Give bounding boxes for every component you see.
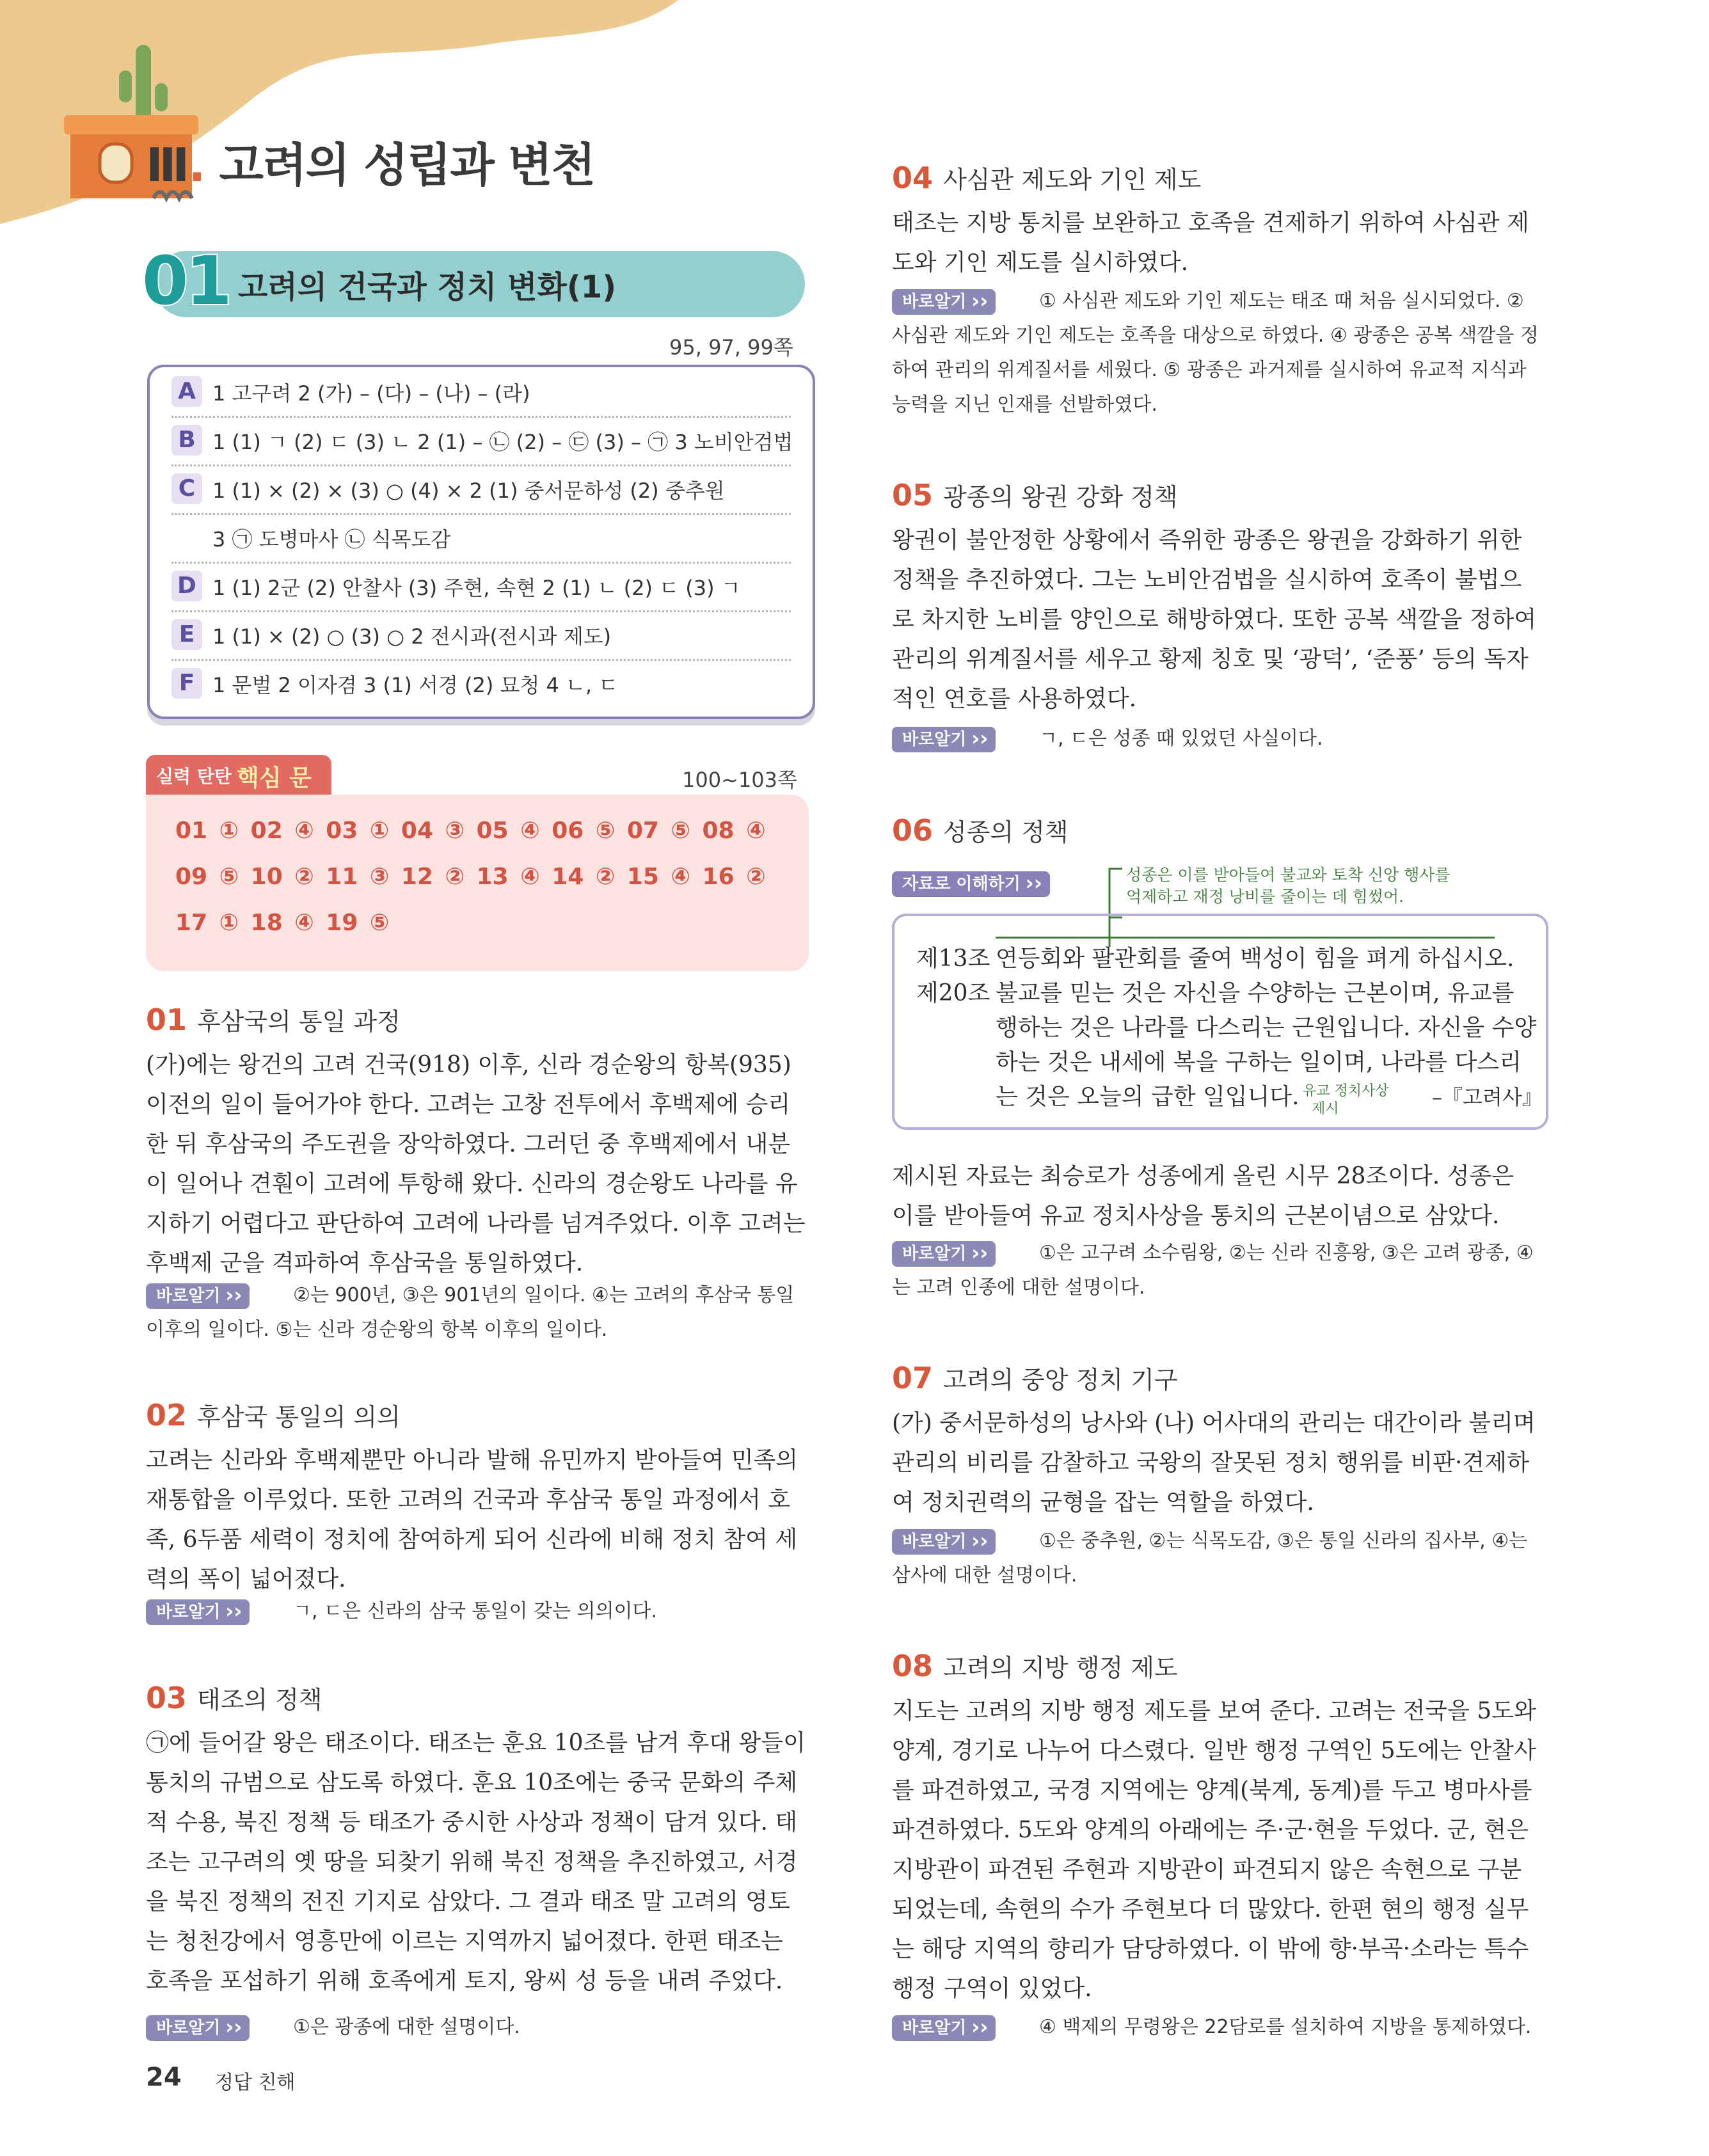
footer-label: 정답 친해 bbox=[215, 2072, 296, 2094]
unit-title-text: 고려의 성립과 변천 bbox=[219, 138, 595, 192]
core-answer-line: 01 ① 02 ④ 03 ① 04 ③ 05 ④ 06 ⑤ 07 ⑤ 08 ④ bbox=[175, 818, 766, 844]
answer-row-c-cont bbox=[171, 513, 791, 564]
question-heading-05: 05 광종의 왕권 강화 정책 bbox=[892, 478, 1178, 512]
question-body-03: ㉠에 들어갈 왕은 태조이다. 태조는 훈요 10조를 남겨 후대 왕들이 통치의 규범으로 삼도록 하였다. 훈요 10조에는 중국 문화의 주체적 수용, 북진 정책 등 태조가 중시한 사상과 정책이 담겨 있다. 태조는 고구려의 옛 땅을 되찾기 위해 북진 정책을 추진하였고, 서경을 북진 정책의 전진 기지로 삼았다. 그 결과 태조 말 고려의 영토는 청천강에서 영흥만에 이르는 지역까지 넓어졌다. 한편 태조는 호족을 포섭하기 위해 호족에게 토지, 왕씨 성 등을 내려 주었다. bbox=[146, 1730, 806, 1994]
core-answer-line: 17 ① 18 ④ 19 ⑤ bbox=[175, 910, 390, 936]
article-20-line: 불교를 믿는 것은 자신을 수양하는 근본이며, 유교를 bbox=[996, 980, 1514, 1006]
source-citation: –『고려사』 bbox=[1432, 1085, 1543, 1109]
answer-letter: F bbox=[171, 668, 202, 699]
underline bbox=[996, 937, 1495, 939]
answer-row-b bbox=[171, 416, 791, 466]
correction-tag: 바로알기 ›› bbox=[892, 1529, 996, 1555]
question-body-02: 고려는 신라와 후백제뿐만 아니라 발해 유민까지 받아들여 민족의 재통합을 이루었다. 또한 고려의 건국과 후삼국 통일 과정에서 호족, 6두품 세력이 정치에 참여하게 되어 신라에 비해 정치 참여 세력의 폭이 넓어졌다. bbox=[146, 1447, 799, 1592]
question-heading-02: 02 후삼국 통일의 의의 bbox=[146, 1398, 401, 1432]
answer-letter: B bbox=[171, 425, 202, 456]
answer-box bbox=[147, 365, 815, 719]
question-body-08: 지도는 고려의 지방 행정 제도를 보여 준다. 고려는 전국을 5도와 양계, 경기로 나누어 다스렸다. 일반 행정 구역인 5도에는 안찰사를 파견하였고, 국경 지역에는 양계(북계, 동계)를 두고 병마사를 파견하였다. 5도와 양계의 아래에는 주·군·현을 두었다. 군, 현은 지방관이 파견된 주현과 지방관이 파견되지 않은 속현으로 구분되었는데, 속현의 수가 주현보다 더 많았다. 한편 현의 행정 실무는 해당 지역의 향리가 담당하였다. 이 밖에 향·부곡·소라는 특수 행정 구역이 있었다. bbox=[892, 1698, 1536, 2002]
article-13-text: 연등회와 팔관회를 줄여 백성이 힘을 펴게 하십시오. bbox=[996, 946, 1514, 972]
answer-row-d bbox=[171, 562, 791, 612]
core-problems-tab bbox=[146, 755, 331, 795]
question-body-05: 왕권이 불안정한 상황에서 즉위한 광종은 왕권을 강화하기 위한 정책을 추진하였다. 그는 노비안검법을 실시하여 호족이 불법으로 차지한 노비를 양인으로 해방하였다. 또한 공복 색깔을 정하여 관리의 위계질서를 세우고 황제 칭호 및 ‘광덕’, ‘준풍’ 등의 독자적인 연호를 사용하였다. bbox=[892, 527, 1537, 712]
correction-tag: 바로알기 ›› bbox=[892, 1241, 996, 1267]
article-label: 제13조 bbox=[916, 946, 990, 972]
section-number: 01 bbox=[142, 242, 230, 320]
question-body-06: 제시된 자료는 최승로가 성종에게 올린 시무 28조이다. 성종은 이를 받아들여 유교 정치사상을 통치의 근본이념으로 삼았다. bbox=[892, 1163, 1514, 1229]
annotation-line: 억제하고 재정 낭비를 줄이는 데 힘썼어. bbox=[1126, 887, 1404, 906]
article-label: 제20조 bbox=[916, 980, 990, 1006]
question-note-01: ②는 900년, ③은 901년의 일이다. ④는 고려의 후삼국 통일 이후의 일이다. ⑤는 신라 경순왕의 항복 이후의 일이다. bbox=[146, 1284, 795, 1341]
correction-tag: 바로알기 ›› bbox=[146, 1283, 250, 1309]
question-note-06: ①은 고구려 소수림왕, ②는 신라 진흥왕, ③은 고려 광종, ④는 고려 인종에 대한 설명이다. bbox=[892, 1242, 1534, 1299]
question-note-03: ①은 광종에 대한 설명이다. bbox=[293, 2016, 520, 2038]
annotation-line: 유교 정치사상 bbox=[1303, 1083, 1389, 1099]
question-note-05: ㄱ, ㄷ은 성종 때 있었던 사실이다. bbox=[1039, 727, 1323, 750]
question-note-08: ④ 백제의 무령왕은 22담로를 설치하여 지방을 통제하였다. bbox=[1039, 2016, 1532, 2038]
source-tag: 자료로 이해하기 ›› bbox=[892, 871, 1050, 897]
question-heading-07: 07 고려의 중앙 정치 기구 bbox=[892, 1361, 1178, 1395]
question-note-02: ㄱ, ㄷ은 신라의 삼국 통일이 갖는 의의이다. bbox=[293, 1600, 657, 1622]
core-answer-line: 09 ⑤ 10 ② 11 ③ 12 ② 13 ④ 14 ② 15 ④ 16 ② bbox=[175, 864, 766, 890]
answer-text: 1 (1) 2군 (2) 안찰사 (3) 주현, 속현 2 (1) ㄴ (2) ㄷ (3) ㄱ bbox=[212, 576, 741, 600]
answer-row-c bbox=[171, 464, 791, 515]
section-pages: 95, 97, 99쪽 bbox=[669, 335, 793, 360]
answer-text: 1 (1) × (2) ○ (3) ○ 2 전시과(전시과 제도) bbox=[212, 624, 612, 649]
question-body-01: (가)에는 왕건의 고려 건국(918) 이후, 신라 경순왕의 항복(935) 이전의 일이 들어가야 한다. 고려는 고창 전투에서 후백제에 승리한 뒤 후삼국의 주도권을 장악하였다. 그러던 중 후백제에서 내분이 일어나 견훤이 고려에 투항해 왔다. 신라의 경순왕도 나라를 유지하기 어렵다고 판단하여 고려에 나라를 넘겨주었다. 이후 고려는 후백제 군을 격파하여 후삼국을 통일하였다. bbox=[146, 1052, 806, 1276]
article-20-line: 하는 것은 내세에 복을 구하는 일이며, 나라를 다스리 bbox=[996, 1049, 1522, 1075]
question-note-07: ①은 중추원, ②는 식목도감, ③은 통일 신라의 집사부, ④는 삼사에 대한 설명이다. bbox=[892, 1530, 1528, 1587]
question-body-07: (가) 중서문하성의 낭사와 (나) 어사대의 관리는 대간이라 불리며 관리의 비리를 감찰하고 국왕의 잘못된 정치 행위를 비판·견제하여 정치권력의 균형을 잡는 역할을 하였다. bbox=[892, 1410, 1536, 1516]
answer-text: 1 문벌 2 이자겸 3 (1) 서경 (2) 묘청 4 ㄴ, ㄷ bbox=[212, 673, 619, 697]
question-heading-08: 08 고려의 지방 행정 제도 bbox=[892, 1649, 1178, 1683]
core-tab-big: 핵심 문 bbox=[237, 765, 312, 791]
answer-text: 1 고구려 2 (가) – (다) – (나) – (라) bbox=[212, 381, 530, 406]
answer-text: 1 (1) ㄱ (2) ㄷ (3) ㄴ 2 (1) – ㉡ (2) – ㉢ (3) – ㉠ 3 노비안검법 bbox=[212, 430, 793, 454]
answer-row-f bbox=[171, 659, 791, 708]
unit-numeral: Ⅲ bbox=[146, 138, 189, 192]
unit-title: Ⅲ. 고려의 성립과 변천 bbox=[146, 138, 595, 192]
answer-text: 3 ㉠ 도병마사 ㉡ 식목도감 bbox=[212, 527, 451, 551]
article-20-line: 행하는 것은 나라를 다스리는 근원입니다. 자신을 수양 bbox=[996, 1015, 1537, 1041]
question-note-04: ① 사심관 제도와 기인 제도는 태조 때 처음 실시되었다. ② 사심관 제도와 기인 제도는 호족을 대상으로 하였다. ④ 광종은 공복 색깔을 정하여 관리의 위계질서를 세웠다. ⑤ 광종은 과거제를 실시하여 유교적 지식과 능력을 지닌 인재를 선발하였다. bbox=[892, 290, 1539, 416]
core-answer-box bbox=[146, 795, 809, 971]
question-heading-06: 06 성종의 정책 bbox=[892, 813, 1069, 848]
correction-tag: 바로알기 ›› bbox=[892, 727, 996, 752]
question-body-04: 태조는 지방 통치를 보완하고 호족을 견제하기 위하여 사심관 제도와 기인 제도를 실시하였다. bbox=[892, 210, 1529, 276]
answer-text: 1 (1) × (2) × (3) ○ (4) × 2 (1) 중서문하성 (2) 중추원 bbox=[212, 479, 725, 503]
annotation-line: 성종은 이를 받아들여 불교와 토착 신앙 행사를 bbox=[1126, 866, 1451, 884]
answer-letter: E bbox=[171, 619, 202, 650]
correction-tag: 바로알기 ›› bbox=[146, 1599, 250, 1625]
correction-tag: 바로알기 ›› bbox=[146, 2015, 250, 2041]
source-box bbox=[892, 914, 1548, 1130]
question-heading-04: 04 사심관 제도와 기인 제도 bbox=[892, 161, 1202, 195]
article-20-line: 는 것은 오늘의 급한 일입니다. bbox=[996, 1084, 1300, 1110]
answer-row-e bbox=[171, 610, 791, 661]
answer-letter: A bbox=[171, 376, 202, 407]
correction-tag: 바로알기 ›› bbox=[892, 289, 996, 315]
answer-row-a bbox=[171, 367, 791, 418]
question-heading-03: 03 태조의 정책 bbox=[146, 1681, 322, 1715]
answer-letter: C bbox=[171, 473, 202, 504]
correction-tag: 바로알기 ›› bbox=[892, 2015, 996, 2041]
page-number: 24 bbox=[146, 2063, 182, 2092]
section-title: 고려의 건국과 정치 변화(1) bbox=[238, 269, 617, 305]
question-heading-01: 01 후삼국의 통일 과정 bbox=[146, 1003, 401, 1037]
annotation-line: 제시 bbox=[1312, 1101, 1339, 1117]
answer-letter: D bbox=[171, 571, 202, 601]
core-pages: 100~103쪽 bbox=[682, 768, 797, 792]
core-tab-small: 실력 탄탄 bbox=[156, 766, 232, 787]
